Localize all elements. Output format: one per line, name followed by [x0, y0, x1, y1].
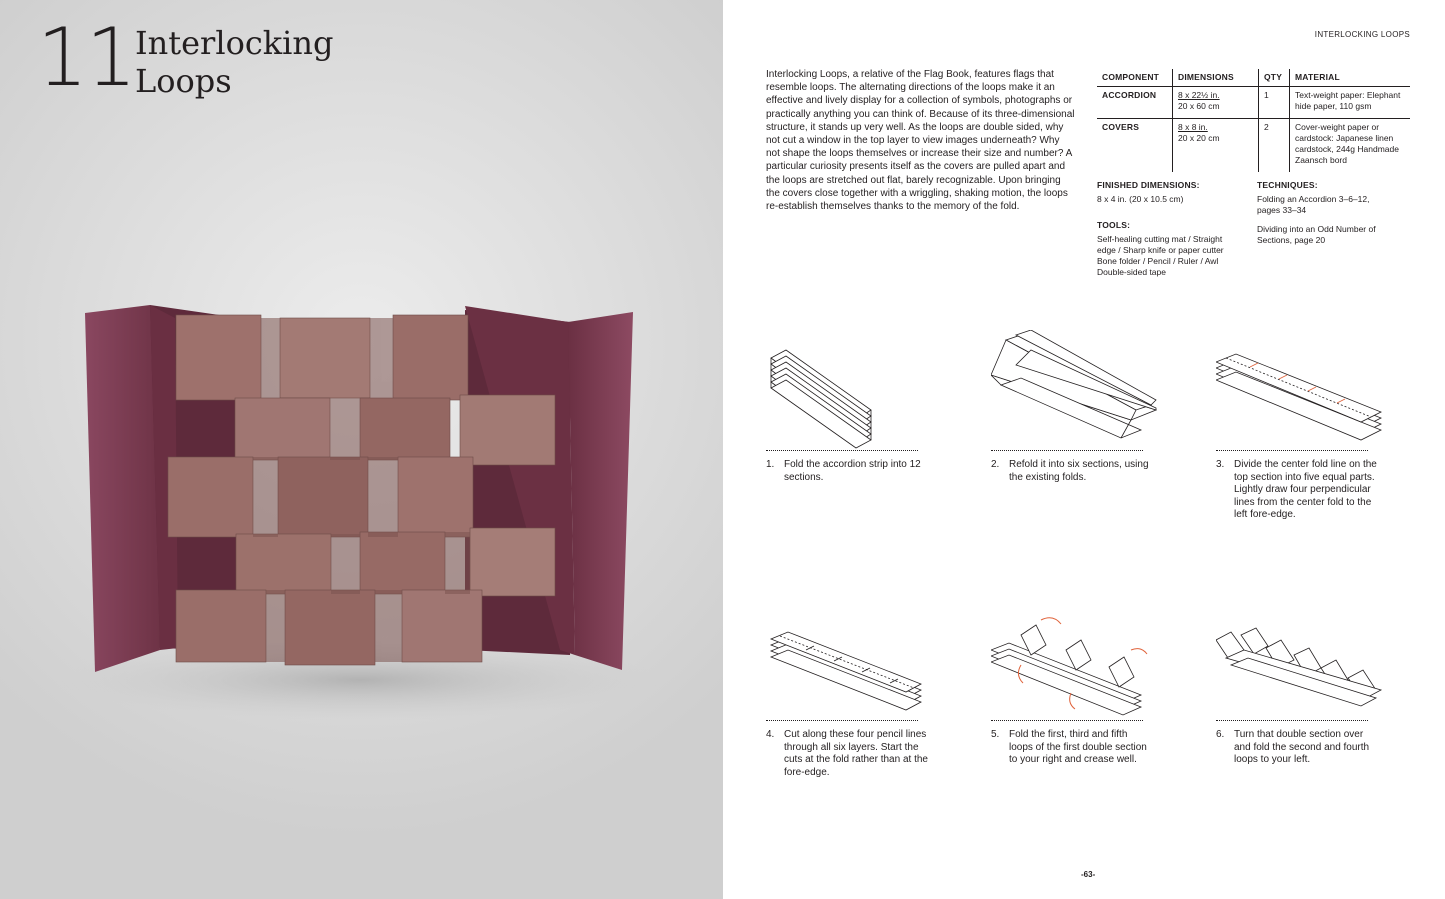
finished-dimensions-value: 8 x 4 in. (20 x 10.5 cm) — [1097, 194, 1184, 204]
table-cell-material: Cover-weight paper or cardstock: Japanese linen cardstock, 244g Handmade Zaansch bord — [1290, 119, 1411, 173]
technique-item: Dividing into an Odd Number of Sections, page 20 — [1257, 224, 1376, 245]
table-row — [1097, 87, 1410, 119]
table-header: COMPONENT — [1097, 69, 1173, 87]
step-number: 2. — [991, 459, 1000, 470]
table-header: QTY — [1259, 69, 1290, 87]
step-5-diagram — [991, 605, 1161, 720]
table-cell-qty: 2 — [1259, 119, 1290, 173]
step-6-diagram — [1216, 620, 1386, 720]
page-number: -63- — [1081, 870, 1096, 879]
technique-item: Folding an Accordion 3–6–12, pages 33–34 — [1257, 194, 1370, 215]
step-text: Fold the accordion strip into 12 sections. — [784, 459, 921, 483]
table-cell-component: ACCORDION — [1097, 87, 1173, 119]
step-6 — [1216, 620, 1391, 767]
table-cell-component: COVERS — [1102, 122, 1140, 132]
techniques — [1257, 180, 1387, 254]
step-5 — [991, 605, 1166, 767]
step-number: 5. — [991, 729, 1000, 740]
step-caption — [991, 459, 1166, 484]
step-caption — [1216, 729, 1391, 767]
tools-value: Self-healing cutting mat / Straight edge / Sharp knife or paper cutter Bone folder / Pencil / Ruler / Awl Double-sided tape — [1097, 234, 1224, 277]
table-row — [1097, 119, 1410, 173]
finished-dimensions — [1097, 180, 1237, 213]
step-3-diagram — [1216, 330, 1386, 450]
chapter-title-line2: Loops — [135, 62, 232, 100]
step-text: Refold it into six sections, using the existing folds. — [1009, 459, 1149, 483]
step-divider — [1216, 720, 1368, 721]
table-header: MATERIAL — [1290, 69, 1411, 87]
table-header-row — [1097, 69, 1410, 87]
right-page — [723, 0, 1445, 899]
step-text: Cut along these four pencil lines through all six layers. Start the cuts at the fold rather than at the fore-edge. — [784, 729, 928, 778]
step-number: 6. — [1216, 729, 1225, 740]
step-number: 1. — [766, 459, 775, 470]
step-4-diagram — [766, 620, 926, 720]
step-text: Fold the first, third and fifth loops of the first double section to your right and crease well. — [1009, 729, 1147, 765]
tools — [1097, 220, 1237, 286]
step-text: Divide the center fold line on the top section into five equal parts. Lightly draw four perpendicular lines from the center fold to the left fore-edge. — [1234, 459, 1377, 520]
step-1-diagram — [766, 330, 926, 450]
tools-heading: TOOLS: — [1097, 220, 1131, 230]
chapter-number: 11 — [37, 11, 135, 104]
techniques-heading: TECHNIQUES: — [1257, 180, 1318, 190]
step-divider — [991, 450, 1143, 451]
step-number: 3. — [1216, 459, 1225, 470]
dimension-inches: 8 x 22½ in. — [1178, 90, 1220, 100]
table-cell-dimensions — [1173, 119, 1259, 173]
dimension-cm: 20 x 20 cm — [1178, 133, 1220, 143]
step-2-diagram — [991, 330, 1166, 450]
step-caption — [766, 729, 941, 779]
table-cell-material: Text-weight paper: Elephant hide paper, 110 gsm — [1290, 87, 1411, 119]
dimension-cm: 20 x 60 cm — [1178, 101, 1220, 111]
running-head: INTERLOCKING LOOPS — [1314, 30, 1410, 39]
step-text: Turn that double section over and fold the second and fourth loops to your left. — [1234, 729, 1370, 765]
table-header: DIMENSIONS — [1173, 69, 1259, 87]
chapter-title-line1: Interlocking — [135, 24, 334, 62]
step-divider — [991, 720, 1143, 721]
finished-dimensions-heading: FINISHED DIMENSIONS: — [1097, 180, 1200, 190]
intro-paragraph: Interlocking Loops, a relative of the Flag Book, features flags that resemble loops. The alternating directions of the loops make it an effective and lively display for a collection of symbols, photographs or practically anything you can think of. Because of its three-dimensional structure, it stands up very well. As the loops are double sided, why not cut a window in the top layer to view images underneath? Why not shape the loops themselves or increase their size and number? A particular curiosity presents itself as the covers are pulled apart and the loops are stretched out flat, barely recognizable. Upon bringing the covers close together with a wriggling, shaking motion, the loops re-establish themselves thanks to the memory of the fold. — [766, 69, 1075, 213]
table-cell-dimensions — [1173, 87, 1259, 119]
step-1 — [766, 330, 941, 484]
step-divider — [1216, 450, 1368, 451]
step-caption — [991, 729, 1166, 767]
step-number: 4. — [766, 729, 775, 740]
table-cell-qty: 1 — [1259, 87, 1290, 119]
dimension-inches: 8 x 8 in. — [1178, 122, 1208, 132]
step-divider — [766, 450, 918, 451]
step-caption — [1216, 459, 1391, 522]
step-2 — [991, 330, 1166, 484]
step-4 — [766, 620, 941, 779]
step-caption — [766, 459, 941, 484]
step-3 — [1216, 330, 1391, 522]
components-table — [1097, 69, 1410, 172]
step-divider — [766, 720, 918, 721]
